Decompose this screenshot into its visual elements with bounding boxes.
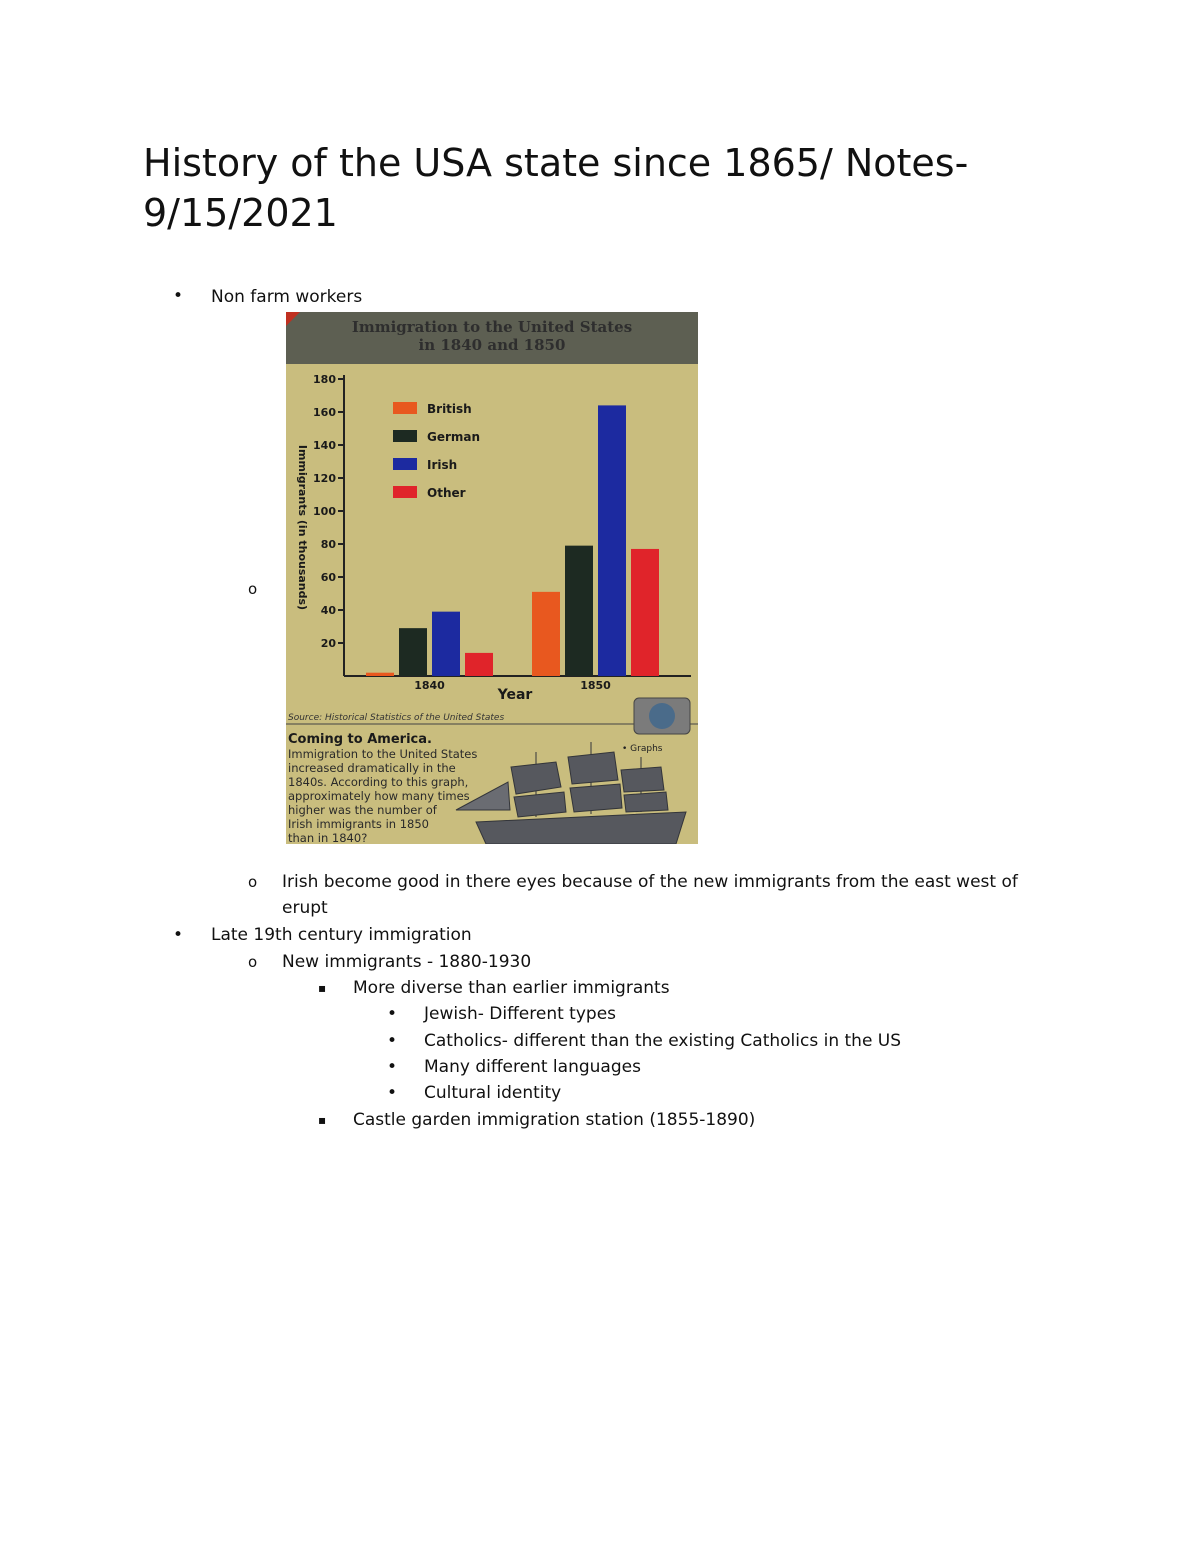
square-bullet-marker: ▪ <box>318 981 327 995</box>
caption-line: than in 1840? <box>288 831 368 844</box>
note-cultural-identity: Cultural identity <box>424 1083 562 1103</box>
chart-svg <box>286 312 698 844</box>
bar-other-1840 <box>465 653 493 676</box>
note-jewish: Jewish- Different types <box>424 1004 617 1024</box>
y-tick-label: 120 <box>313 472 336 485</box>
legend-label-other: Other <box>427 486 466 500</box>
chart-title-line1: Immigration to the United States <box>351 318 633 336</box>
bullet-marker: • <box>387 1031 398 1051</box>
sailing-ship-icon <box>456 742 686 844</box>
y-axis-label: Immigrants (in thousands) <box>296 444 309 611</box>
caption-line: Irish immigrants in 1850 <box>288 817 429 831</box>
bullet-marker: • <box>387 1057 398 1077</box>
legend-label-british: British <box>427 402 472 416</box>
legend-swatch-german <box>393 430 417 442</box>
bullet-marker: • <box>173 286 184 306</box>
y-tick-label: 80 <box>320 538 336 551</box>
bullet-marker: • <box>387 1004 398 1024</box>
immigration-chart-figure <box>286 312 698 844</box>
globe-icon <box>649 703 675 729</box>
y-tick-label: 140 <box>313 439 336 452</box>
sub-bullet-marker: o <box>248 580 258 598</box>
note-late-19th-century: Late 19th century immigration <box>211 925 472 945</box>
bar-irish-1850 <box>598 405 626 676</box>
note-new-immigrants: New immigrants - 1880-1930 <box>282 952 532 972</box>
bar-german-1840 <box>399 628 427 676</box>
bullet-marker: • <box>387 1083 398 1103</box>
x-tick-label: 1840 <box>414 679 445 692</box>
bar-other-1850 <box>631 549 659 676</box>
x-tick-label: 1850 <box>580 679 611 692</box>
square-bullet-marker: ▪ <box>318 1113 327 1127</box>
legend-swatch-british <box>393 402 417 414</box>
caption-line: approximately how many times <box>288 789 470 803</box>
y-tick-label: 180 <box>313 373 336 386</box>
y-tick-label: 160 <box>313 406 336 419</box>
y-tick-label: 60 <box>320 571 336 584</box>
chart-title-line2: in 1840 and 1850 <box>418 336 566 354</box>
note-more-diverse: More diverse than earlier immigrants <box>353 978 670 998</box>
caption-line: 1840s. According to this graph, <box>288 775 469 789</box>
bar-british-1850 <box>532 592 560 676</box>
bar-german-1850 <box>565 546 593 676</box>
bullet-marker: • <box>173 925 184 945</box>
caption-line: increased dramatically in the <box>288 761 456 775</box>
legend-label-german: German <box>427 430 481 444</box>
legend-swatch-irish <box>393 458 417 470</box>
note-castle-garden: Castle garden immigration station (1855-1890) <box>353 1110 756 1130</box>
bar-british-1840 <box>366 673 394 676</box>
note-languages: Many different languages <box>424 1057 641 1077</box>
sub-bullet-marker: o <box>248 953 258 971</box>
y-tick-label: 40 <box>320 604 336 617</box>
x-axis-label: Year <box>497 687 533 703</box>
note-irish-become-good: Irish become good in there eyes because of the new immigrants from the east west of erupt <box>282 872 1018 918</box>
legend-label-irish: Irish <box>427 458 458 472</box>
caption-line: higher was the number of <box>288 803 437 817</box>
badge-label: • Graphs <box>622 744 663 754</box>
bar-irish-1840 <box>432 612 460 676</box>
note-catholics: Catholics- different than the existing Catholics in the US <box>424 1031 902 1051</box>
page-title: History of the USA state since 1865/ Notes- 9/15/2021 <box>143 141 969 235</box>
legend-swatch-other <box>393 486 417 498</box>
y-tick-label: 20 <box>320 637 336 650</box>
sub-bullet-marker: o <box>248 873 258 891</box>
caption-title: Coming to America. <box>288 732 432 747</box>
caption-line: Immigration to the United States <box>288 747 478 761</box>
chart-source: Source: Historical Statistics of the United States <box>288 713 505 723</box>
y-tick-label: 100 <box>313 505 336 518</box>
note-non-farm-workers: Non farm workers <box>211 287 363 307</box>
